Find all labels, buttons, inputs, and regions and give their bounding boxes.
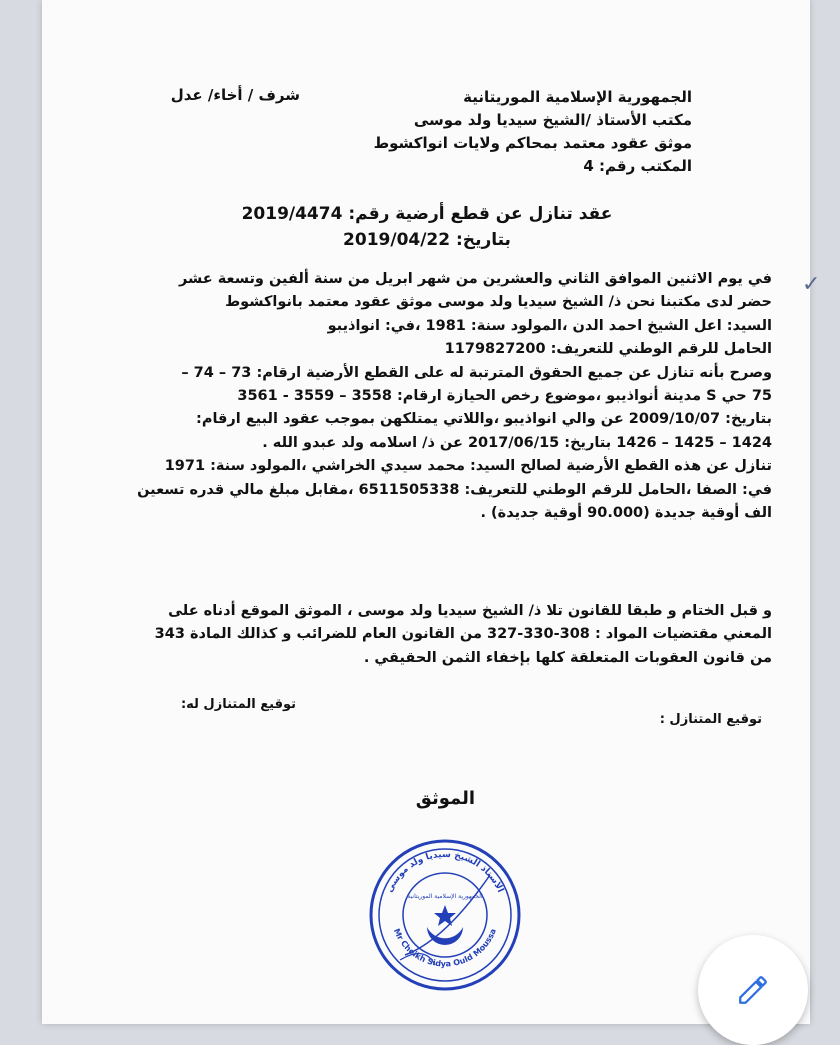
body-line: بتاريخ: 2009/10/07 عن والي انواذيبو ،واللاتي يمتلكهن بموجب عقود البيع ارقام: <box>196 411 772 428</box>
pencil-icon <box>736 973 770 1007</box>
notary-seal-icon <box>365 835 525 995</box>
body-line: و قبل الختام و طبقا للقانون تلا ذ/ الشيخ سيديا ولد موسى ، الموثق الموقع أدناه على <box>168 603 772 619</box>
body-line: 1424 – 1425 – 1426 بتاريخ: 2017/06/15 عن ذ/ اسلامه ولد عبدو الله . <box>262 434 772 451</box>
legal-clause <box>155 600 772 670</box>
seal-bottom-text: Mr Cheikh Sidya Ould Moussa <box>391 927 499 969</box>
header-motto: شرف / أخاء/ عدل <box>170 86 300 104</box>
notary-label: الموثق <box>415 788 475 809</box>
body-line: المعني مقتضيات المواد : 308-330-327 من القانون العام للضرائب و كذالك المادة 343 <box>154 626 772 643</box>
checkmark-icon: ✓ <box>802 272 821 297</box>
contract-body <box>137 268 772 525</box>
header-line: الجمهورية الإسلامية الموريتانية <box>463 88 692 106</box>
body-line: 75 حي S مدينة أنواذيبو ،موضوع رخص الحيازة ارقام: 3558 – 3559 - 3561 <box>237 388 772 405</box>
svg-text:الأستاذ الشيخ سيديا ولد موسى <box>385 850 505 894</box>
seal-inner-text: الجمهورية الإسلامية الموريتانية <box>407 893 483 900</box>
header-line: موثق عقود معتمد بمحاكم ولايات انواكشوط <box>373 134 692 152</box>
seal-outer-text: الأستاذ الشيخ سيديا ولد موسى <box>384 849 506 895</box>
header-line: مكتب الأستاذ /الشيخ سيديا ولد موسى <box>413 111 692 129</box>
body-line: تنازل عن هذه القطع الأرضية لصالح السيد: محمد سيدي الخراشي ،المولود سنة: 1971 <box>164 458 772 475</box>
header-line: المكتب رقم: 4 <box>583 157 692 175</box>
contract-title <box>222 201 632 253</box>
body-line: من قانون العقوبات المتعلقة كلها بإخفاء الثمن الحقيقي . <box>363 649 772 666</box>
assignee-signature-label: توقيع المتنازل له: <box>180 697 296 712</box>
edit-button[interactable] <box>698 935 808 1045</box>
header-block <box>374 86 692 178</box>
body-line: الحامل للرقم الوطني للتعريف: 1179827200 <box>444 341 772 358</box>
title-line-2: بتاريخ: 2019/04/22 <box>343 230 511 250</box>
body-line: السيد: اعل الشيخ احمد الدن ،المولود سنة: 1981 ،في: انواذيبو <box>327 317 772 334</box>
body-line: الف أوقية جديدة (90.000 أوقية جديدة) . <box>480 505 772 522</box>
title-line-1: عقد تنازل عن قطع أرضية رقم: 2019/4474 <box>241 204 613 224</box>
body-line: في: الصفا ،الحامل للرقم الوطني للتعريف: 6511505338 ،مقابل مبلغ مالي قدره تسعين <box>137 481 772 498</box>
body-line: في يوم الاثنين الموافق الثاني والعشرين من شهر ابريل من سنة ألفين وتسعة عشر <box>179 271 772 287</box>
body-line: وصرح بأنه تنازل عن جميع الحقوق المترتبة له على القطع الأرضية ارقام: 73 – 74 – <box>181 364 772 381</box>
body-line: حضر لدى مكتبنا نحن ذ/ الشيخ سيديا ولد موسى موثق عقود معتمد بانواكشوط <box>225 294 772 311</box>
assignor-signature-label: توقيع المتنازل : <box>659 712 762 727</box>
